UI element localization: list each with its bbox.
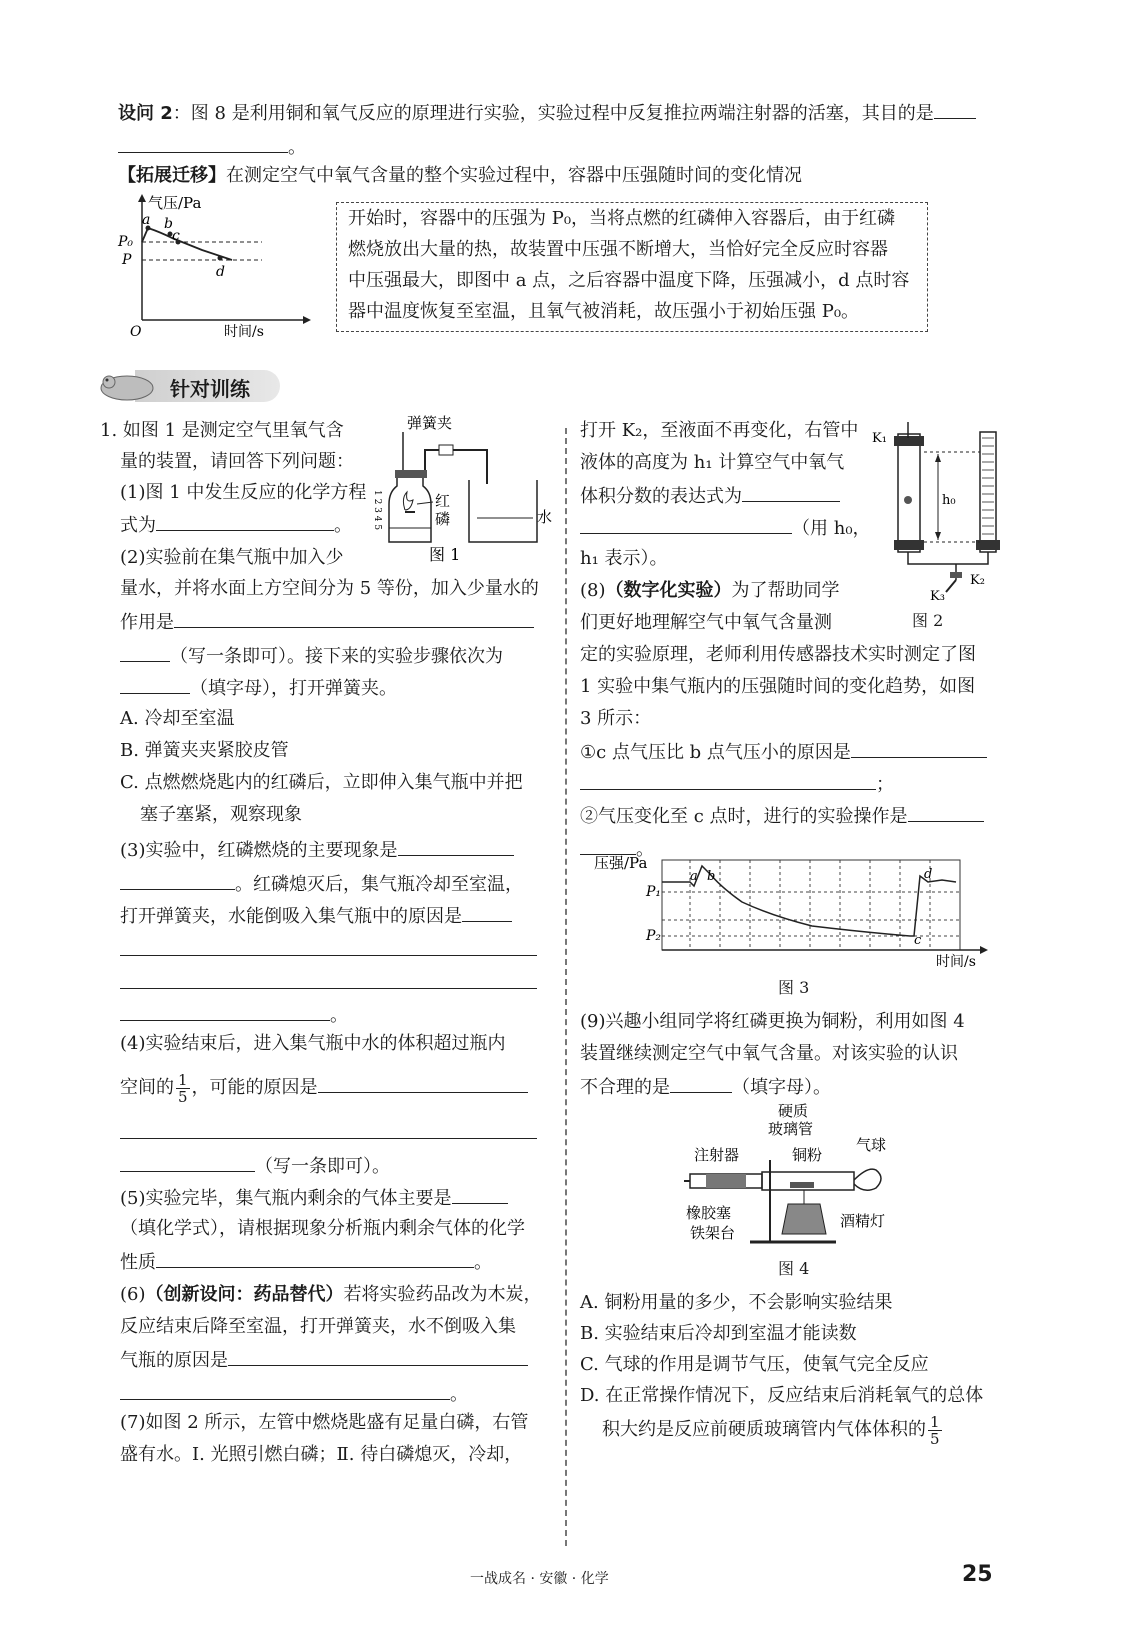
text-line: ； — [580, 771, 894, 797]
section-banner — [95, 368, 280, 404]
label-stopper: 橡胶塞 — [686, 1204, 732, 1222]
figure-1-caption: 图 1 — [429, 545, 461, 564]
answer-blank[interactable] — [120, 1002, 330, 1021]
answer-blank[interactable] — [851, 739, 987, 758]
text-line: ②气压变化至 c 点时，进行的实验操作是 — [580, 803, 984, 829]
explanation-line: 器中温度恢复至室温，且氧气被消耗，故压强小于初始压强 P₀。 — [348, 301, 860, 322]
answer-blank[interactable] — [156, 1249, 474, 1268]
answer-blank[interactable] — [174, 609, 534, 628]
figure-3-caption: 图 3 — [778, 978, 810, 997]
question-2-text: ：图 8 是利用铜和氧气反应的原理进行实验，实验过程中反复推拉两端注射器的活塞，其目的是 — [172, 103, 934, 124]
option-d-cont: 积大约是反应前硬质玻璃管内气体体积的 $\frac{1}{5}$ — [602, 1412, 940, 1448]
label-stand: 铁架台 — [690, 1224, 736, 1242]
text-line: (5)实验完毕，集气瓶内剩余的气体主要是 — [120, 1185, 508, 1211]
label-origin: O — [130, 324, 142, 340]
text-line: 们更好地理解空气中氧气含量测 — [580, 612, 832, 633]
answer-blank[interactable] — [120, 643, 170, 662]
text-line: 量水，并将水面上方空间分为 5 等份，加入少量水的 — [120, 578, 539, 599]
question-2-label: 设问 2 — [118, 103, 173, 124]
text-line: (6)（创新设问：药品替代）若将实验药品改为木炭， — [120, 1284, 542, 1305]
fraction-one-fifth: $\frac{1}{5}$ — [178, 1070, 188, 1106]
mascot-icon — [95, 368, 165, 404]
explanation-line: 开始时，容器中的压强为 P₀，当将点燃的红磷伸入容器后，由于红磷 — [348, 208, 896, 229]
text-line: 反应结束后降至室温，打开弹簧夹，水不倒吸入集 — [120, 1316, 516, 1337]
answer-blank[interactable] — [318, 1074, 528, 1093]
text-line: 液体的高度为 h₁ 计算空气中氧气 — [580, 452, 845, 473]
text-line: 装置继续测定空气中氧气含量。对该实验的认识 — [580, 1043, 958, 1064]
fig3-label-p2: P₂ — [646, 928, 662, 944]
option-c: C. 点燃燃烧匙内的红磷后，立即伸入集气瓶中并把 — [120, 772, 523, 793]
fig3-ylabel: 压强/Pa — [594, 854, 648, 872]
figure-4-apparatus — [680, 1100, 920, 1252]
footer-text: 一战成名 · 安徽 · 化学 — [470, 1571, 609, 1587]
text-line: 体积分数的表达式为 — [580, 483, 840, 509]
answer-line[interactable] — [120, 955, 537, 956]
fig3-label-p1: P₁ — [646, 884, 662, 900]
text-line: （写一条即可）。 — [120, 1153, 390, 1179]
answer-blank[interactable] — [120, 1381, 450, 1400]
text-line: 量的装置，请回答下列问题： — [120, 451, 354, 472]
column-divider — [565, 428, 567, 1546]
graph-ylabel: 气压/Pa — [148, 194, 202, 212]
option-c-cont: 塞子塞紧，观察现象 — [140, 804, 302, 825]
text-line: h₁ 表示）。 — [580, 548, 668, 569]
label-syringe: 注射器 — [694, 1146, 740, 1164]
pressure-graph — [112, 192, 312, 340]
answer-blank[interactable] — [908, 803, 984, 822]
digital-label: （数字化实验） — [605, 580, 732, 601]
figure-1-apparatus — [372, 414, 555, 566]
figure-2-caption: 图 2 — [912, 611, 944, 630]
answer-blank[interactable] — [120, 871, 235, 890]
option-a: A. 铜粉用量的多少，不会影响实验结果 — [580, 1292, 893, 1313]
text-line: ①c 点气压比 b 点气压小的原因是 — [580, 739, 987, 765]
label-k1: K₁ — [872, 431, 887, 446]
fig3-label-a: a — [690, 869, 698, 884]
answer-blank[interactable] — [120, 1153, 255, 1172]
label-red: 红 — [435, 492, 451, 510]
graph-xlabel: 时间/s — [224, 324, 264, 340]
fraction-one-fifth: $\frac{1}{5}$ — [930, 1412, 940, 1448]
text-line: (1)图 1 中发生反应的化学方程 — [120, 482, 367, 503]
label-glass-tube: 玻璃管 — [768, 1120, 814, 1138]
fig3-label-d: d — [924, 867, 933, 882]
text-line: 打开 K₂，至液面不再变化，右管中 — [580, 420, 859, 441]
answer-blank[interactable] — [934, 100, 976, 119]
text-line: （填化学式），请根据现象分析瓶内剩余气体的化学 — [120, 1218, 525, 1239]
text-line: 。 — [120, 1002, 348, 1028]
question-2-line — [118, 100, 976, 126]
label-clip: 弹簧夹 — [407, 414, 453, 432]
text-line: (2)实验前在集气瓶中加入少 — [120, 547, 344, 568]
question-2-line2 — [118, 134, 306, 160]
explanation-line: 中压强最大，即图中 a 点，之后容器中温度下降，压强减小，d 点时容 — [348, 270, 910, 291]
text-line: （写一条即可）。接下来的实验步骤依次为 — [120, 643, 503, 669]
label-hard: 硬质 — [778, 1102, 809, 1120]
label-lamp: 酒精灯 — [840, 1212, 886, 1230]
label-d: d — [216, 264, 225, 280]
option-c: C. 气球的作用是调节气压，使氧气完全反应 — [580, 1354, 929, 1375]
label-c: c — [172, 228, 180, 244]
label-balloon: 气球 — [856, 1136, 887, 1154]
text-line: 式为 。 — [120, 512, 352, 538]
text-line: 1 实验中集气瓶内的压强随时间的变化趋势，如图 — [580, 676, 976, 697]
label-p0: P₀ — [118, 234, 134, 250]
label-h0: h₀ — [942, 493, 956, 508]
fig3-label-c: c — [914, 933, 922, 948]
text-line: 。 — [580, 836, 654, 862]
answer-blank[interactable] — [580, 771, 876, 790]
answer-line[interactable] — [120, 1138, 537, 1139]
text-line: 空间的 $\frac{1}{5}$ ，可能的原因是 — [120, 1068, 528, 1108]
text-line: (3)实验中，红磷燃烧的主要现象是 — [120, 837, 514, 863]
scale-marks: 1 2 3 4 5 — [372, 490, 382, 531]
answer-blank[interactable] — [156, 512, 334, 531]
text-line: 作用是 — [120, 609, 534, 635]
answer-blank[interactable] — [228, 1347, 528, 1366]
answer-blank[interactable] — [120, 675, 190, 694]
label-copper: 铜粉 — [792, 1146, 823, 1164]
text-line: 。红磷熄灭后，集气瓶冷却至室温， — [120, 871, 523, 897]
text-line: (9)兴趣小组同学将红磷更换为铜粉，利用如图 4 — [580, 1011, 965, 1032]
figure-3-pressure-chart — [592, 852, 992, 970]
answer-blank[interactable] — [742, 483, 840, 502]
option-d: D. 在正常操作情况下，反应结束后消耗氧气的总体 — [580, 1385, 984, 1406]
label-k2: K₂ — [970, 573, 985, 588]
option-b: B. 弹簧夹夹紧胶皮管 — [120, 740, 289, 761]
figure-4-caption: 图 4 — [778, 1259, 810, 1278]
extension-text: 在测定空气中氧气含量的整个实验过程中，容器中压强随时间的变化情况 — [226, 165, 802, 186]
text-line: 定的实验原理，老师利用传感器技术实时测定了图 — [580, 644, 976, 665]
answer-blank[interactable] — [118, 134, 288, 153]
answer-blank[interactable] — [452, 1185, 508, 1204]
fig3-label-b: b — [707, 869, 716, 884]
section-title: 针对训练 — [170, 377, 250, 401]
text-line: （填字母），打开弹簧夹。 — [120, 675, 397, 701]
graph-point-d — [218, 256, 223, 261]
text-line: 。 — [120, 1381, 468, 1407]
text-line: 3 所示： — [580, 708, 652, 729]
answer-blank[interactable] — [670, 1074, 732, 1093]
text-line: (4)实验结束后，进入集气瓶中水的体积超过瓶内 — [120, 1033, 506, 1054]
label-phosphorus: 磷 — [435, 510, 451, 528]
text-line: 不合理的是 （填字母）。 — [580, 1074, 831, 1100]
label-k3: K₃ — [930, 589, 945, 604]
extension-line — [118, 164, 802, 188]
text-line: (8)（数字化实验）为了帮助同学 — [580, 580, 840, 601]
figure-2-apparatus — [868, 412, 1008, 608]
period: 。 — [288, 137, 306, 158]
answer-line[interactable] — [120, 988, 537, 989]
explanation-line: 燃烧放出大量的热，故装置中压强不断增大，当恰好完全反应时容器 — [348, 239, 888, 260]
option-b: B. 实验结束后冷却到室温才能读数 — [580, 1323, 857, 1344]
innovation-label: （创新设问：药品替代） — [145, 1284, 344, 1305]
label-p: P — [122, 252, 132, 268]
text-line: 盛有水。Ⅰ. 光照引燃白磷；Ⅱ. 待白磷熄灭，冷却， — [120, 1444, 523, 1465]
text-line: 性质 。 — [120, 1249, 492, 1275]
label-b: b — [164, 216, 173, 232]
answer-blank[interactable] — [462, 903, 512, 922]
page-number: 25 — [962, 1562, 993, 1587]
answer-blank[interactable] — [580, 515, 792, 534]
text-line: （用 h₀， — [580, 515, 871, 541]
text-line: 气瓶的原因是 — [120, 1347, 528, 1373]
extension-label: 【拓展迁移】 — [118, 165, 226, 186]
text-line: (7)如图 2 所示，左管中燃烧匙盛有足量白磷，右管 — [120, 1412, 529, 1433]
label-water: 水 — [537, 508, 553, 526]
answer-blank[interactable] — [398, 837, 514, 856]
option-a: A. 冷却至室温 — [120, 708, 235, 729]
text-line: 1. 如图 1 是测定空气里氧气含 — [100, 420, 344, 441]
fig3-xlabel: 时间/s — [936, 954, 976, 970]
label-a: a — [142, 212, 151, 228]
text-line: 打开弹簧夹，水能倒吸入集气瓶中的原因是 — [120, 903, 512, 929]
